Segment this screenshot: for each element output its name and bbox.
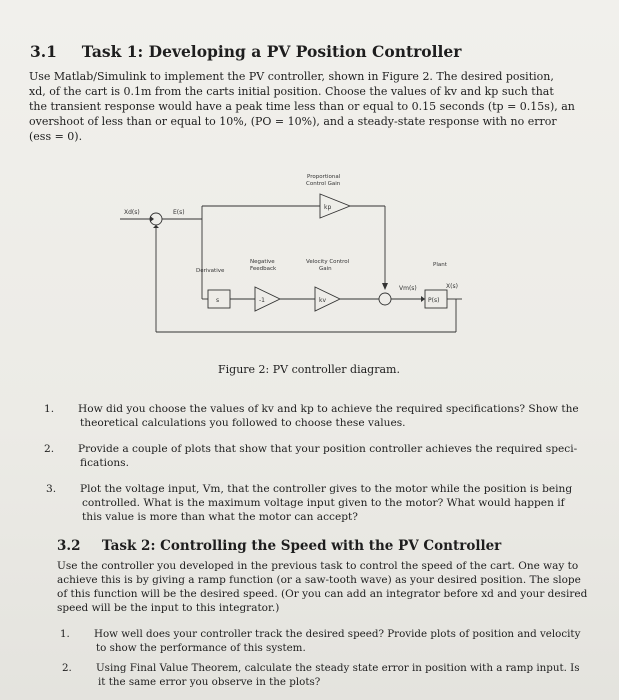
label-feedback: Feedback [250, 266, 277, 272]
label-kp: kp [324, 204, 332, 211]
task1-line-2: xd, of the cart is 0.1m from the carts initial position. Choose the values of kv and kp such that [29, 85, 554, 98]
label-derivative-s: s [216, 297, 220, 304]
task2-line-4: speed will be the input to this integrator.) [57, 602, 280, 614]
task1-line-3: the transient response would have a peak time less than or equal to 0.15 seconds (tp = 0.15s), an [29, 100, 575, 113]
label-xd: Xd(s) [124, 209, 140, 216]
figure-caption: Figure 2: PV controller diagram. [218, 363, 400, 376]
label-control-gain: Control Gain [306, 181, 341, 187]
task1-number: 3.1 [30, 42, 57, 61]
label-neg-one: -1 [259, 297, 265, 304]
pv-controller-diagram [110, 162, 470, 352]
task2-heading [57, 538, 501, 554]
label-vm: Vm(s) [399, 285, 417, 292]
label-gain: Gain [319, 266, 332, 272]
label-proportional: Proportional [307, 174, 341, 180]
task1-line-5: (ess = 0). [29, 130, 83, 143]
task2-paragraph [57, 559, 602, 615]
label-xs: X(s) [446, 283, 458, 290]
label-kv: kv [319, 297, 327, 304]
label-plant: Plant [433, 262, 447, 268]
summing-junction-2 [379, 293, 391, 305]
task2-question-1: 1. How well does your controller track the desired speed? Provide plots of position and velocity to show the performance of this system. [60, 628, 581, 654]
label-derivative: Derivative [196, 268, 225, 274]
task1-question-1: 1. How did you choose the values of kv and kp to achieve the required specifications? Show the theoretical calculations you followed to choose these values. [44, 403, 579, 429]
label-es: E(s) [173, 209, 185, 216]
task2-question-2: 2. Using Final Value Theorem, calculate the steady state error in position with a ramp input. Is it the same error you observe in the plots? [62, 662, 580, 688]
task1-question-2: 2. Provide a couple of plots that show that your position controller achieves the required speci- fications. [44, 443, 578, 469]
label-velocity-control: Velocity Control [306, 259, 350, 265]
task1-heading [30, 42, 461, 61]
label-negative: Negative [250, 259, 275, 265]
task1-title: Task 1: Developing a PV Position Controller [81, 42, 462, 61]
task2-line-1: Use the controller you developed in the previous task to control the speed of the cart. One way to [57, 560, 579, 572]
task1-line-1: Use Matlab/Simulink to implement the PV controller, shown in Figure 2. The desired position, [29, 70, 554, 83]
task1-paragraph [29, 69, 599, 144]
task1-question-3: 3. Plot the voltage input, Vm, that the controller gives to the motor while the position is being controlled. What is the maximum voltage input given to the motor? What would happen if this value is more than what the motor can accept? [46, 483, 573, 523]
task2-number: 3.2 [57, 538, 81, 554]
task2-title: Task 2: Controlling the Speed with the PV Controller [101, 538, 502, 554]
task2-line-3: of this function will be the desired speed. (Or you can add an integrator before xd and your desired [57, 588, 588, 600]
label-ps: P(s) [428, 297, 440, 304]
task1-line-4: overshoot of less than or equal to 10%, (PO = 10%), and a steady-state response with no error [29, 115, 557, 128]
task2-line-2: achieve this is by giving a ramp function (or a saw-tooth wave) as your desired position. The slope [57, 574, 581, 586]
